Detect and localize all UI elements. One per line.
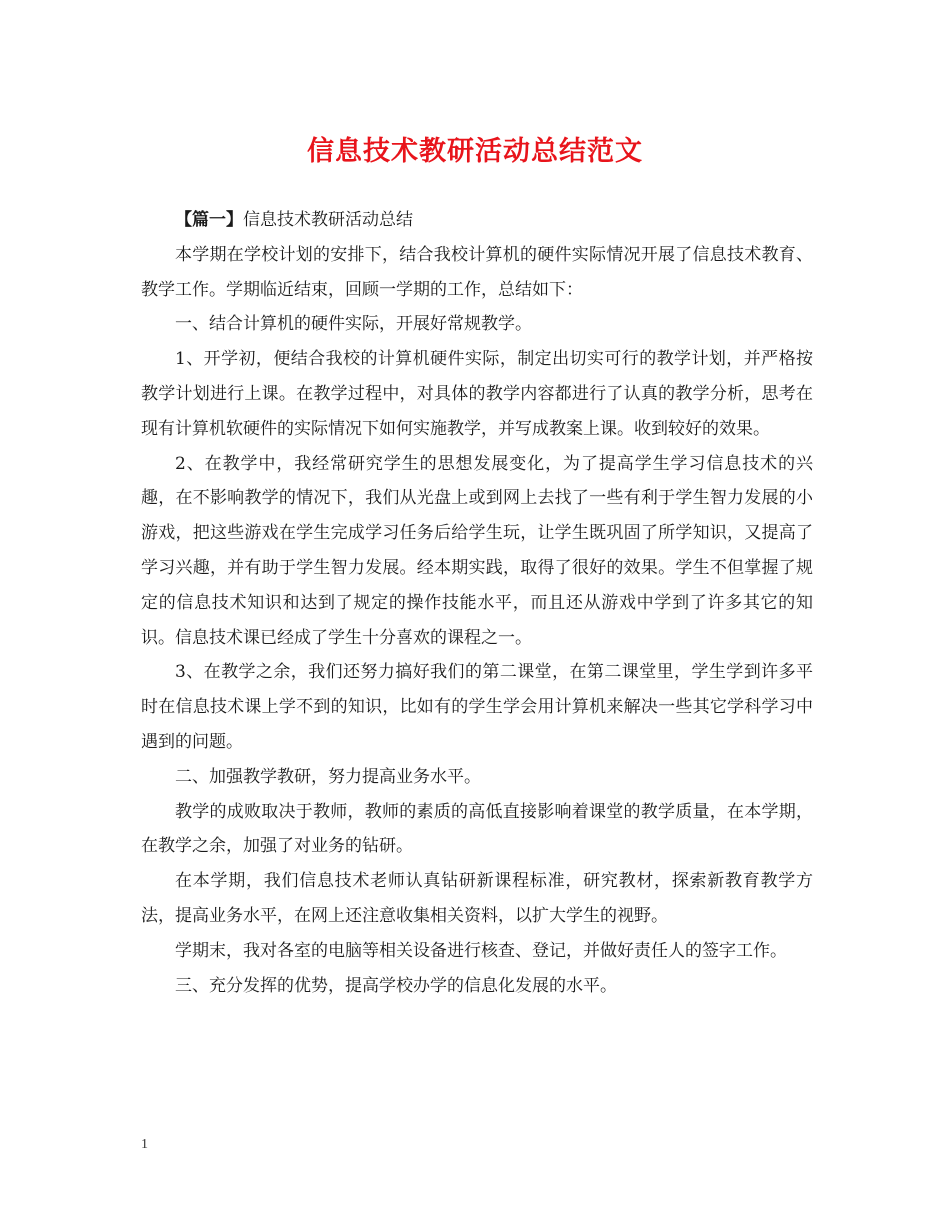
document-body: [141, 203, 813, 1003]
paragraph: 1、开学初，便结合我校的计算机硬件实际，制定出切实可行的教学计划，并严格按教学计划进行上课。在教学过程中，对具体的教学内容都进行了认真的教学分析，思考在现有计算机软硬件的实际情况下如何实施教学，并写成教案上课。收到较好的效果。: [141, 349, 813, 439]
paragraph: 学期末，我对各室的电脑等相关设备进行核查、登记，并做好责任人的签字工作。: [175, 940, 787, 961]
section-marker: 【篇一】: [175, 210, 243, 230]
paragraph: 三、充分发挥的优势，提高学校办学的信息化发展的水平。: [175, 975, 617, 996]
page-number: 1: [141, 1137, 148, 1152]
paragraph: 一、结合计算机的硬件实际，开展好常规教学。: [175, 314, 532, 335]
paragraph: 二、加强教学教研，努力提高业务水平。: [175, 766, 481, 787]
paragraph: 3、在教学之余，我们还努力搞好我们的第二课堂，在第二课堂里，学生学到许多平时在信息技术课上学不到的知识，比如有的学生学会用计算机来解决一些其它学科学习中遇到的问题。: [141, 662, 813, 752]
section-title: 信息技术教研活动总结: [243, 210, 413, 230]
paragraph: 教学的成败取决于教师，教师的素质的高低直接影响着课堂的教学质量，在本学期，在教学之余，加强了对业务的钻研。: [141, 801, 813, 857]
paragraph: 在本学期，我们信息技术老师认真钻研新课程标准，研究教材，探索新教育教学方法，提高业务水平，在网上还注意收集相关资料，以扩大学生的视野。: [141, 871, 813, 926]
document-title: 信息技术教研活动总结范文: [307, 136, 643, 167]
section-heading: [141, 203, 813, 238]
paragraph: 本学期在学校计划的安排下，结合我校计算机的硬件实际情况开展了信息技术教育、教学工作。学期临近结束，回顾一学期的工作，总结如下：: [141, 244, 813, 300]
paragraph: 2、在教学中，我经常研究学生的思想发展变化，为了提高学生学习信息技术的兴趣，在不影响教学的情况下，我们从光盘上或到网上去找了一些有利于学生智力发展的小游戏，把这些游戏在学生完成学习任务后给学生玩，让学生既巩固了所学知识，又提高了学习兴趣，并有助于学生智力发展。经本期实践，取得了很好的效果。学生不但掌握了规定的信息技术知识和达到了规定的操作技能水平，而且还从游戏中学到了许多其它的知识。信息技术课已经成了学生十分喜欢的课程之一。: [141, 453, 813, 648]
